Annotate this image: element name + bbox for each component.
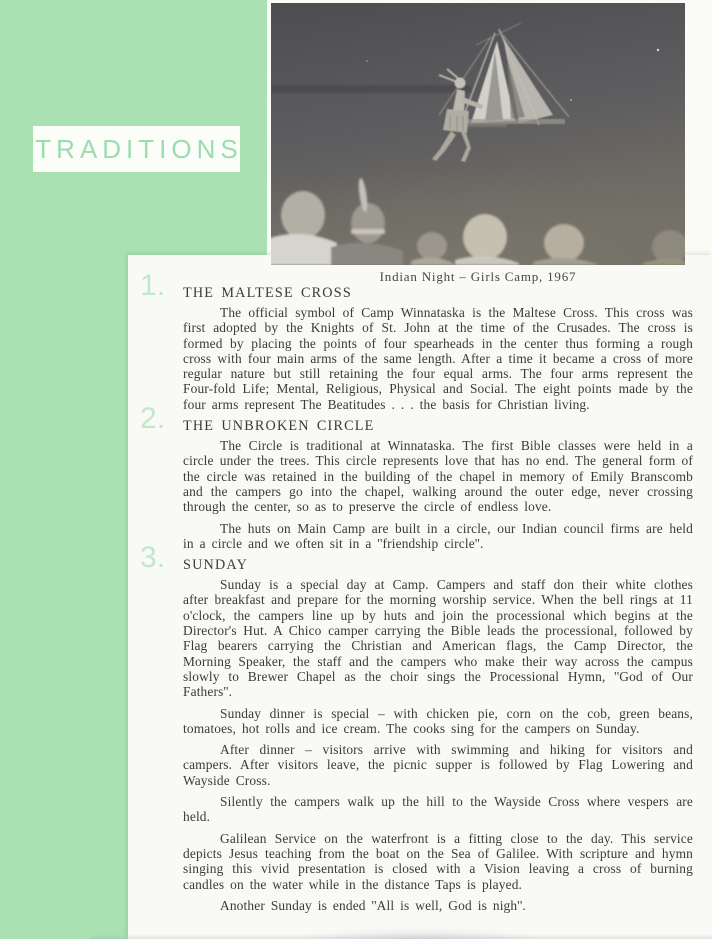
paragraph: Sunday is a special day at Camp. Campers and staff don their white clothes after breakfast and prepare for the morning worship service. When the bell rings at 11 o'clock, the campers line up by huts and join the processional which begins at the Director's Hut. A Chico camper carrying the Bible leads the processional, followed by Flag bearers carrying the Christian and American flags, the Camp Director, the Morning Speaker, the staff and the campers who make their way across the campus slowly to Brewer Chapel as the choir sings the Processional Hymn, ''God of Our Fathers''. bbox=[183, 577, 693, 700]
section-unbroken-circle bbox=[140, 402, 693, 551]
paragraph: After dinner – visitors arrive with swimming and hiking for visitors and campers. After visitors leave, the picnic supper is followed by Flag Lowering and Wayside Cross. bbox=[183, 742, 693, 788]
section-heading: SUNDAY bbox=[183, 557, 249, 574]
paragraph: The official symbol of Camp Winnataska is the Maltese Cross. This cross was first adopted by the Knights of St. John at the time of the Crusades. The cross is formed by placing the points of four spearheads in the center thus forming a rough cross with four main arms of the same length. After a time it became a cross of more regular nature but still retaining the four equal arms. The four arms represent the Four-fold Life; Mental, Religious, Physical and Social. The eight points made by the four arms represent The Beatitudes . . . the basis for Christian living. bbox=[183, 305, 693, 412]
section-number: 1. bbox=[140, 269, 166, 302]
section-heading: THE UNBROKEN CIRCLE bbox=[183, 418, 375, 435]
paragraph: Silently the campers walk up the hill to the Wayside Cross where vespers are held. bbox=[183, 794, 693, 825]
camp-photo bbox=[271, 3, 685, 265]
section-heading: THE MALTESE CROSS bbox=[183, 285, 352, 301]
page-title: TRADITIONS bbox=[35, 133, 243, 164]
section-number: 3. bbox=[140, 541, 166, 575]
section-number: 2. bbox=[140, 402, 166, 436]
paragraph: The Circle is traditional at Winnataska. The first Bible classes were held in a circle under the trees. This circle represents love that has no end. The general form of the circle was retained in the building of the chapel in memory of Emily Branscomb and the campers go into the chapel, walking around the outer edge, never crossing through the center, so as to preserve the circle of endless love. bbox=[183, 438, 693, 515]
traditions-label-box bbox=[33, 126, 243, 172]
paragraph: The huts on Main Camp are built in a circle, our Indian council firms are held in a circle and we often sit in a ''friendship circle''. bbox=[183, 520, 693, 551]
section-sunday bbox=[140, 541, 693, 913]
indian-night-photo-illustration bbox=[271, 3, 685, 265]
scan-bottom-edge bbox=[90, 934, 712, 939]
paragraph: Galilean Service on the waterfront is a fitting close to the day. This service depicts Jesus teaching from the boat on the Sea of Galilee. With scripture and hymn singing this vivid presentation is closed with a Vision leaving a cross of burning candles on the water while in the distance Taps is played. bbox=[183, 830, 693, 892]
paragraph: Sunday dinner is special – with chicken pie, corn on the cob, green beans, tomatoes, hot rolls and ice cream. The cooks sing for the campers on Sunday. bbox=[183, 705, 693, 736]
photo-caption: Indian Night – Girls Camp, 1967 bbox=[379, 269, 577, 284]
dark-horizon-band bbox=[271, 85, 471, 93]
paragraph: Another Sunday is ended ''All is well, God is nigh''. bbox=[220, 897, 526, 913]
